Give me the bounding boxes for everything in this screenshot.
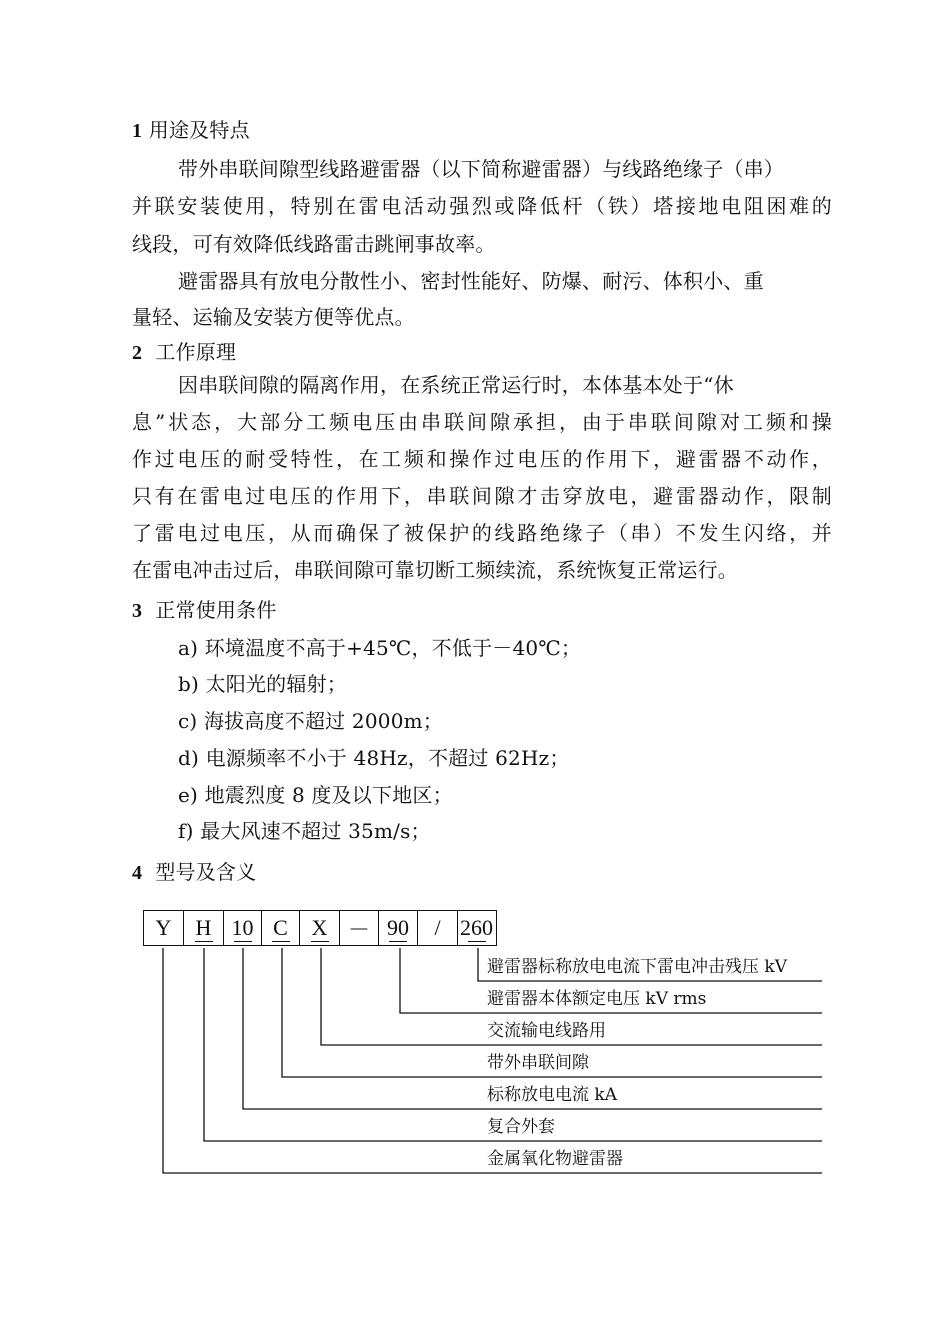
paragraph-line: 了雷电过电压，从而确保了被保护的线路绝缘子（串）不发生闪络，并 (132, 521, 832, 545)
code-cell: － (339, 911, 378, 945)
paragraph-line: 带外串联间隙型线路避雷器（以下简称避雷器）与线路绝缘子（串） (178, 157, 784, 181)
section-3-heading: 3 正常使用条件 (132, 598, 277, 622)
condition-item: f) 最大风速不超过 35m/s； (178, 819, 431, 843)
meaning-label: 标称放电电流 kA (487, 1085, 617, 1105)
code-cell: 10 (223, 911, 261, 945)
condition-item: b) 太阳光的辐射； (178, 672, 347, 696)
code-cell: Y (155, 915, 172, 940)
meaning-label: 复合外套 (487, 1117, 555, 1137)
condition-item: d) 电源频率不小于 48Hz，不超过 62Hz； (178, 746, 570, 770)
condition-item: e) 地震烈度 8 度及以下地区； (178, 783, 453, 807)
code-cell: C (261, 911, 299, 945)
code-cell: X (299, 911, 339, 945)
meaning-label: 交流输电线路用 (487, 1021, 606, 1041)
meaning-label: 避雷器本体额定电压 kV rms (487, 989, 707, 1009)
code-cell: 260 (457, 911, 495, 945)
condition-item: c) 海拔高度不超过 2000m； (178, 709, 443, 733)
condition-item: a) 环境温度不高于+45℃，不低于－40℃； (178, 636, 582, 660)
paragraph-line: 量轻、运输及安装方便等优点。 (132, 305, 415, 329)
paragraph-line: 只有在雷电过电压的作用下，串联间隙才击穿放电，避雷器动作，限制 (132, 484, 832, 508)
paragraph-line: 息”状态，大部分工频电压由串联间隙承担，由于串联间隙对工频和操 (132, 410, 832, 434)
section-2-heading: 2 工作原理 (132, 340, 237, 364)
section-1-heading: 1 用途及特点 (132, 118, 250, 142)
meaning-label: 避雷器标称放电电流下雷电冲击残压 kV (487, 957, 787, 977)
paragraph-line: 作过电压的耐受特性，在工频和操作过电压的作用下，避雷器不动作， (132, 447, 832, 471)
paragraph-line: 线段，可有效降低线路雷击跳闸事故率。 (132, 232, 496, 256)
meaning-label: 带外串联间隙 (487, 1053, 589, 1073)
paragraph-line: 因串联间隙的隔离作用，在系统正常运行时，本体基本处于“休 (178, 373, 734, 397)
code-cell: / (417, 911, 457, 945)
meaning-label: 金属氧化物避雷器 (487, 1149, 623, 1169)
section-4-heading: 4 型号及含义 (132, 860, 257, 884)
paragraph-line: 在雷电冲击过后，串联间隙可靠切断工频续流，系统恢复正常运行。 (132, 558, 738, 582)
paragraph-line: 并联安装使用，特别在雷电活动强烈或降低杆（铁）塔接地电阻困难的 (132, 194, 832, 218)
code-cell: H (183, 911, 223, 945)
paragraph-line: 避雷器具有放电分散性小、密封性能好、防爆、耐污、体积小、重 (178, 269, 764, 293)
code-cell: 90 (378, 911, 417, 945)
